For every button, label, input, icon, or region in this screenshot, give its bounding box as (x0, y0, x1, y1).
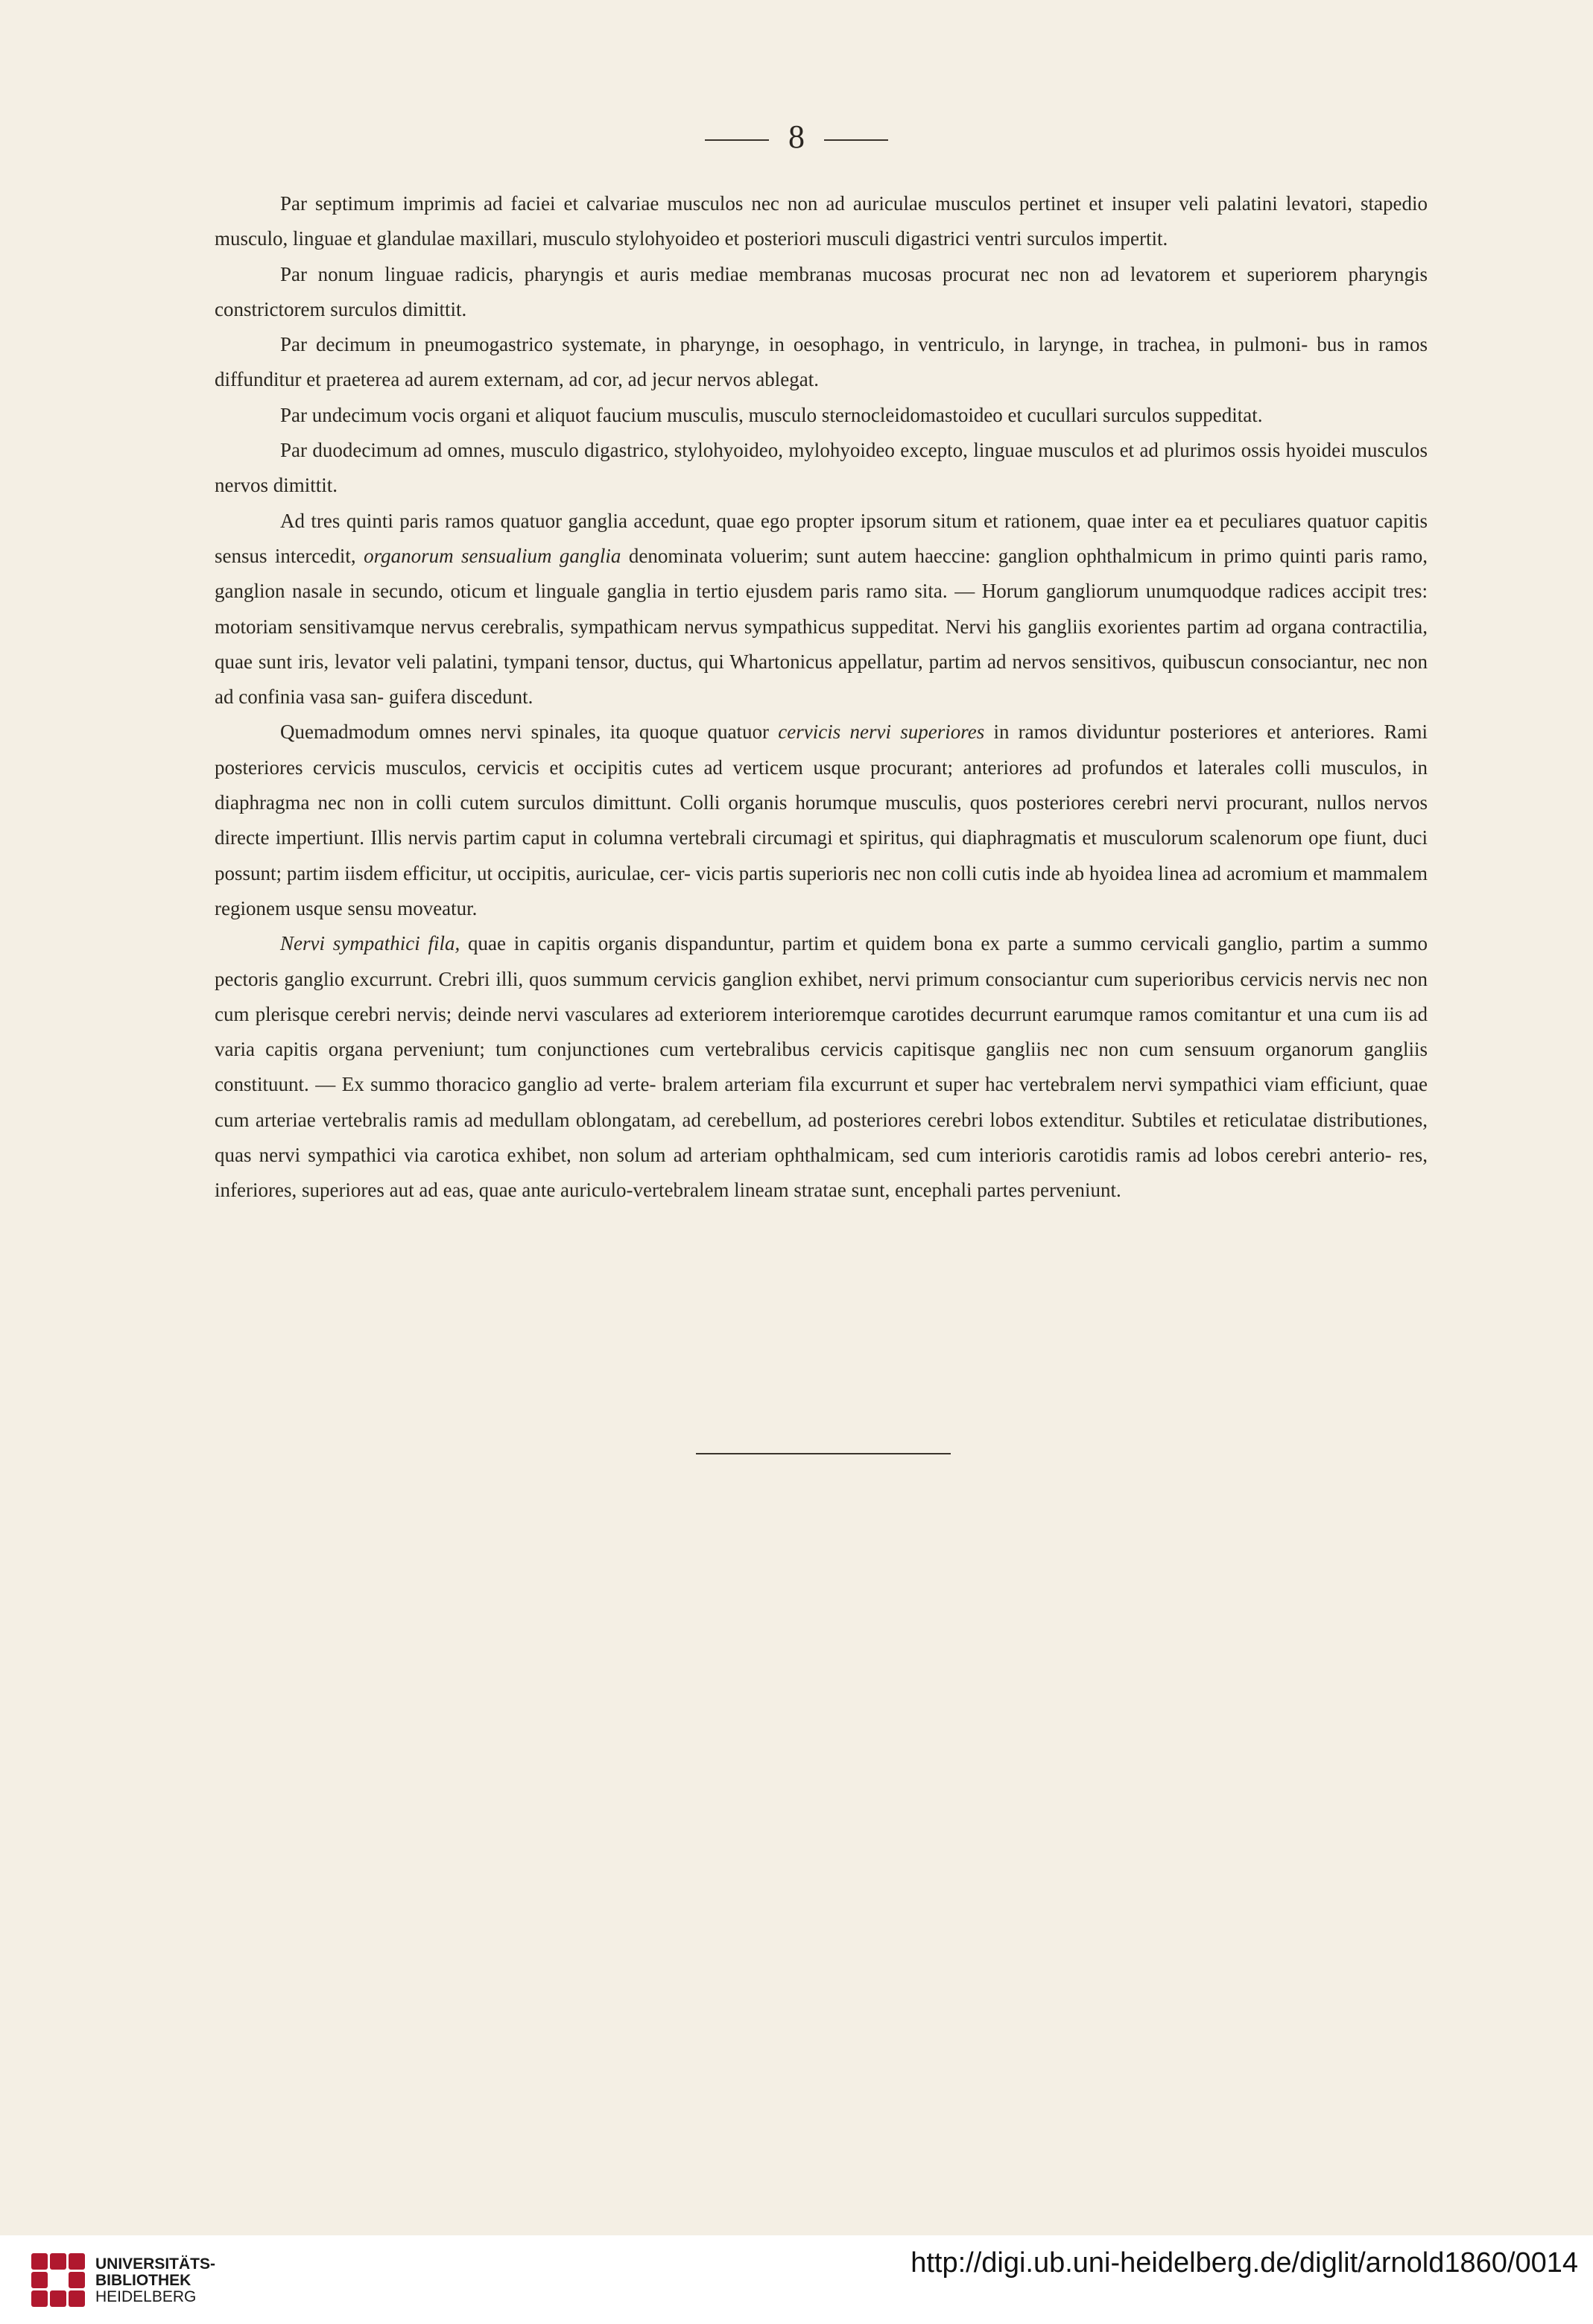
paragraph (215, 504, 1428, 715)
end-rule (696, 1453, 951, 1454)
body-text (215, 186, 1428, 1209)
paragraph (215, 715, 1428, 926)
italic-term: cervicis nervi superiores (778, 721, 985, 744)
paragraph (215, 398, 1428, 433)
library-name-line2: BIBLIOTHEK (95, 2272, 191, 2289)
page-number-dash-left (705, 139, 769, 141)
page-number (0, 118, 1593, 156)
library-name-line1: UNIVERSITÄTS- (95, 2255, 216, 2273)
paragraph (215, 926, 1428, 1208)
paragraph (215, 327, 1428, 398)
university-library-logo-icon (28, 2250, 88, 2310)
italic-term: Nervi sympathici fila, (280, 932, 460, 955)
library-name (95, 2256, 215, 2305)
text-run: Ad tres quinti paris ramos quatuor ganglia accedunt, quae ego propter ipsorum situm et rationem, quae inter ea et peculiares quatuor capitis sensus intercedit, (215, 509, 1428, 567)
text-run: Par undecimum vocis organi et aliquot faucium musculis, musculo sternocleidomastoideo et cucullari surculos suppeditat. (280, 403, 1263, 426)
text-run: quae in capitis organis dispanduntur, partim et quidem bona ex parte a summo cervicali ganglio, partim a summo pectoris ganglio excurrunt. Crebri illi, quos summum cervicis ganglion exhibet, nervi primum consociantur cum superioribus cervicis nervis nec non cum plerisque cerebri nervis; deinde nervi vasculares ad exteriorem interioremque carotides decurrunt earumque ramos comitantur et una cum iis ad varia capitis organa perveniunt; tum conjunctiones cum vertebralibus cervicis capitisque gangliis nec non cum sensuum organorum gangliis constituunt. — Ex summo thoracico ganglio ad verte- bralem arteriam fila excurrunt et super hac vertebralem nervi sympathici viam efficiunt, quae cum arteriae vertebralis ramis ad medullam oblongatam, ad cerebellum, ad posteriores cerebri lobos extenditur. Subtiles et reticulatae distributiones, quas nervi sympathici via carotica exhibet, non solum ad arteriam ophthalmicam, sed cum interioris carotidis ramis ad lobos cerebri anterio- res, inferiores, superiores aut ad eas, quae ante auriculo-vertebralem lineam stratae sunt, encephali partes perveniunt. (215, 932, 1428, 1202)
paragraph (215, 257, 1428, 328)
library-name-line3: HEIDELBERG (95, 2288, 197, 2305)
text-run: in ramos dividuntur posteriores et anteriores. Rami posteriores cervicis musculos, cervicis et occipitis cutes ad verticem usque procurant; anteriores ad profundos et laterales colli musculos, in diaphragma nec non in colli cutem surculos dimittunt. Colli organis horumque musculis, quos posteriores cerebri nervi procurant, nullos nervos directe impertiunt. Illis nervis partim caput in columna vertebrali circumagi et spiritus, qui diaphragmatis et musculorum scalenorum ope fiunt, duci possunt; partim iisdem efficitur, ut occipitis, auriculae, cer- vicis partis superioris nec non colli cutis inde ab hyoidea linea ad acromium et mammalem regionem usque sensu moveatur. (215, 721, 1428, 919)
text-run: Quemadmodum omnes nervi spinales, ita quoque quatuor (280, 721, 779, 744)
text-run: denominata voluerim; sunt autem haeccine: ganglion ophthalmicum in primo quinti paris ramo, ganglion nasale in secundo, oticum et linguale ganglia in tertio ejusdem paris ramo sita. — Horum gangliorum unumquodque radices accipit tres: motoriam sensitivamque nervus cerebralis, sympathicam nervus sympathicus suppeditat. Nervi his gangliis exorientes partim ad organa contractilia, quae sunt iris, levator veli palatini, tympani tensor, ductus, qui Whartonicus appellatur, partim ad nervos sensitivos, quibuscun consociantur, nec non ad confinia vasa san- guifera discedunt. (215, 544, 1428, 709)
text-run: Par decimum in pneumogastrico systemate, in pharynge, in oesophago, in ventriculo, in larynge, in trachea, in pulmoni- bus in ramos diffunditur et praeterea ad aurem externam, ad cor, ad jecur nervos ablegat. (215, 333, 1428, 391)
page-number-dash-right (824, 139, 888, 141)
page-number-value: 8 (788, 118, 805, 155)
paragraph (215, 433, 1428, 504)
paragraph (215, 186, 1428, 257)
text-run: Par duodecimum ad omnes, musculo digastrico, stylohyoideo, mylohyoideo excepto, linguae musculos et ad plurimos ossis hyoidei musculos nervos dimittit. (215, 439, 1428, 497)
footer (0, 2235, 1593, 2324)
document-url-link[interactable]: http://digi.ub.uni-heidelberg.de/diglit/arnold1860/0014 (910, 2247, 1578, 2279)
text-run: Par septimum imprimis ad faciei et calvariae musculos nec non ad auriculae musculos pertinet et insuper veli palatini levatori, stapedio musculo, linguae et glandulae maxillari, musculo stylohyoideo et posteriori musculi digastrici ventri surculos impertit. (215, 192, 1428, 250)
italic-term: organorum sensualium ganglia (364, 544, 621, 567)
text-run: Par nonum linguae radicis, pharyngis et auris mediae membranas mucosas procurat nec non ad levatorem et superiorem pharyngis constrictorem surculos dimittit. (215, 262, 1428, 320)
